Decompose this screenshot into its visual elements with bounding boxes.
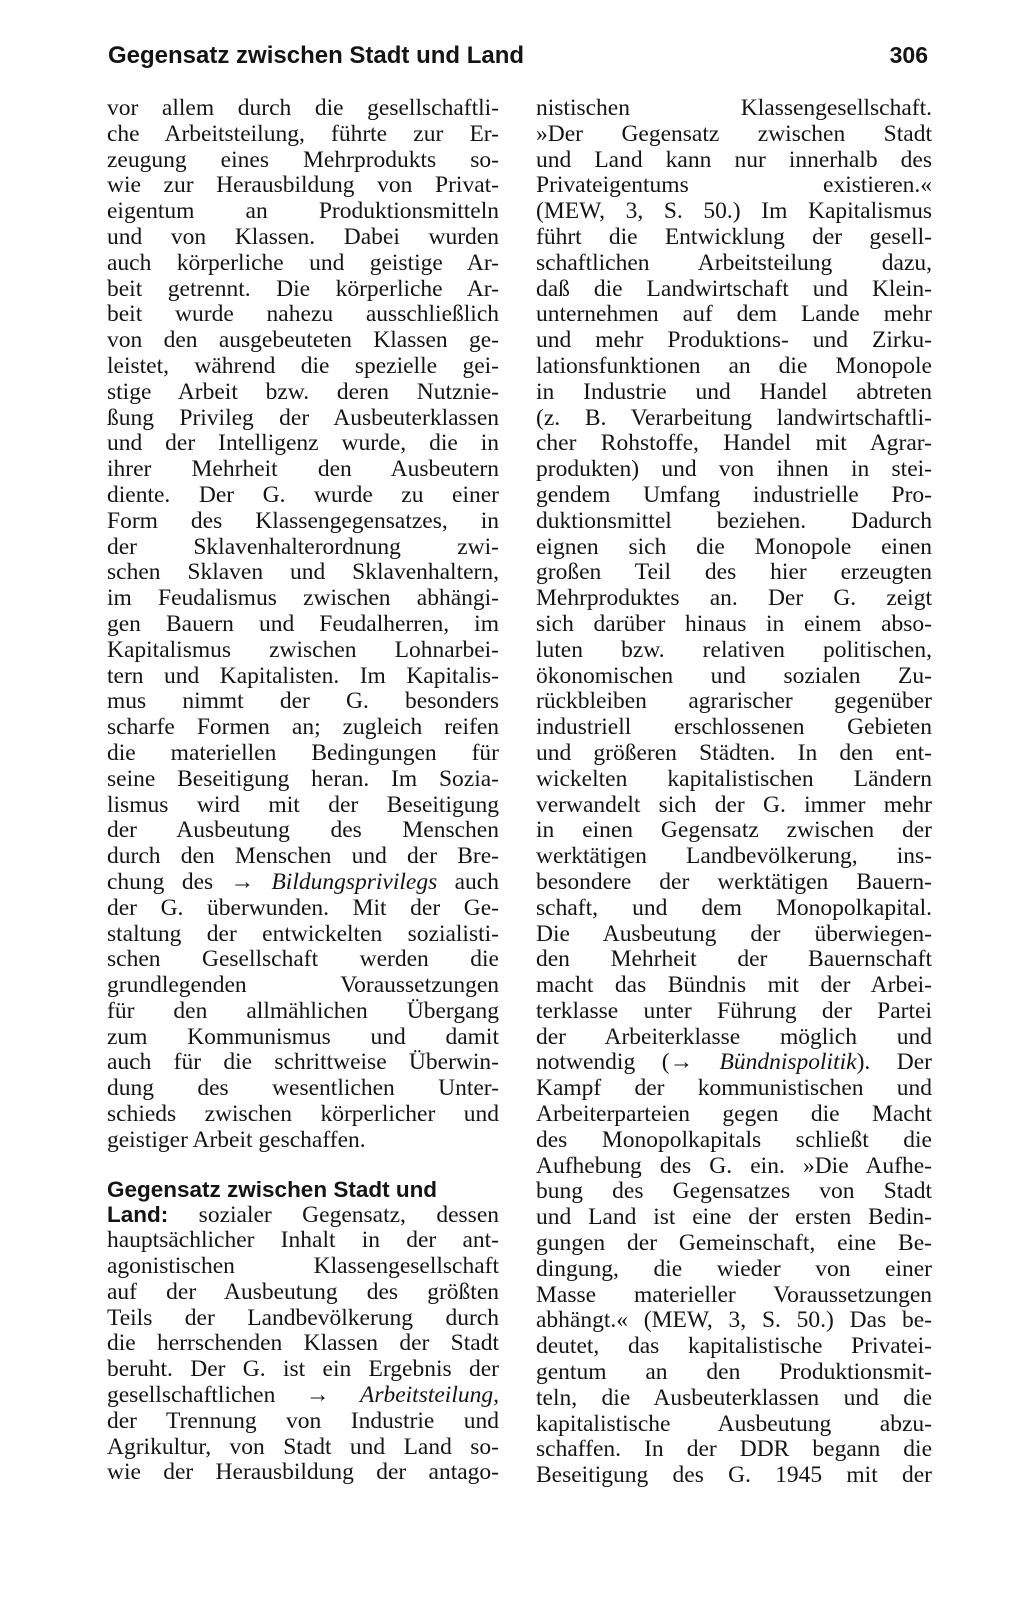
entry-heading: Gegensatz zwischen Stadt und <box>107 1176 438 1202</box>
text-line: che Arbeitsteilung, führte zur Er- <box>107 120 499 147</box>
text-line: daß die Landwirtschaft und Klein- <box>536 275 932 302</box>
text-line: durch den Menschen und der Bre- <box>107 843 499 870</box>
text-line: lationsfunktionen an die Monopole <box>536 352 932 379</box>
text-line: Kapitalismus zwischen Lohnarbei- <box>107 636 499 663</box>
text-line: mus nimmt der G. besonders <box>107 688 499 715</box>
text-line: ihrer Mehrheit den Ausbeutern <box>107 456 499 483</box>
text-line: kapitalistische Ausbeutung abzu- <box>536 1410 932 1437</box>
text-line: geistiger Arbeit geschaffen. <box>107 1126 366 1153</box>
text-line: und mehr Produktions- und Zirku- <box>536 327 932 354</box>
text-line: Mehrproduktes an. Der G. zeigt <box>536 585 932 612</box>
text-line: schaftlichen Arbeitsteilung dazu, <box>536 249 932 276</box>
cross-reference: Bildungsprivilegs <box>271 868 438 895</box>
text-line: teln, die Ausbeuterklassen und die <box>536 1384 932 1411</box>
text-line: diente. Der G. wurde zu einer <box>107 481 499 508</box>
page-header <box>108 42 928 78</box>
left-column <box>107 96 499 1486</box>
text-line: abhängt.« (MEW, 3, S. 50.) Das be- <box>536 1307 932 1334</box>
text-line: bung des Gegensatzes von Stadt <box>536 1178 932 1205</box>
text-line: die herrschenden Klassen der Stadt <box>107 1330 499 1357</box>
text-line: zum Kommunismus und damit <box>107 1023 499 1050</box>
text-line: stige Arbeit bzw. deren Nutznie- <box>107 378 499 405</box>
text-line: nistischen Klassengesellschaft. <box>536 95 932 121</box>
text-line: auf der Ausbeutung des größten <box>107 1278 499 1305</box>
text-line: für den allmählichen Übergang <box>107 997 499 1024</box>
text-line: der Ausbeutung des Menschen <box>107 817 499 844</box>
text-line: von den ausgebeuteten Klassen ge- <box>107 327 499 354</box>
text-line: cher Rohstoffe, Handel mit Agrar- <box>536 430 932 457</box>
text-line: »Der Gegensatz zwischen Stadt <box>536 120 932 147</box>
text-line: beruht. Der G. ist ein Ergebnis der <box>107 1356 499 1383</box>
text-line: zeugung eines Mehrprodukts so- <box>107 146 499 173</box>
text-line: eignen sich die Monopole einen <box>536 533 932 560</box>
text-line: Privateigentums existieren.« <box>536 172 932 199</box>
text-line: seine Beseitigung heran. Im Sozia- <box>107 765 499 792</box>
text-line <box>107 1383 499 1409</box>
text-line: besondere der werktätigen Bauern- <box>536 868 932 895</box>
text-line: terklasse unter Führung der Partei <box>536 997 932 1024</box>
text-line: (z. B. Verarbeitung landwirtschaftli- <box>536 404 932 431</box>
text-line: duktionsmittel beziehen. Dadurch <box>536 507 932 534</box>
text-line: in einen Gegensatz zwischen der <box>536 817 932 844</box>
text-line: Agrikultur, von Stadt und Land so- <box>107 1433 499 1460</box>
text-line: scharfe Formen an; zugleich reifen <box>107 714 499 741</box>
paragraph-gap <box>107 1154 499 1177</box>
text-line: Teils der Landbevölkerung durch <box>107 1304 499 1331</box>
text-line: des Monopolkapitals schließt die <box>536 1126 932 1153</box>
text-line: in Industrie und Handel abtreten <box>536 378 932 405</box>
text-line: schen Sklaven und Sklavenhaltern, <box>107 559 499 586</box>
text-line: agonistischen Klassengesellschaft <box>107 1253 499 1280</box>
text-line: sich darüber hinaus in einem abso- <box>536 610 932 637</box>
text-line: wickelten kapitalistischen Ländern <box>536 765 932 792</box>
page-number: 306 <box>889 42 928 68</box>
text-line: (MEW, 3, S. 50.) Im Kapitalismus <box>536 198 932 225</box>
line-text: sozialer Gegensatz, dessen <box>168 1202 499 1229</box>
text-line: unternehmen auf dem Lande mehr <box>536 301 932 328</box>
text-line: lismus wird mit der Beseitigung <box>107 791 499 818</box>
text-line: Kampf der kommunistischen und <box>536 1075 932 1102</box>
text-line: beit wurde nahezu ausschließlich <box>107 301 499 328</box>
text-line: die materiellen Bedingungen für <box>107 739 499 766</box>
text-line: und von Klassen. Dabei wurden <box>107 223 499 250</box>
text-line: dingung, die wieder von einer <box>536 1255 932 1282</box>
cross-reference: Bündnispolitik <box>719 1049 857 1076</box>
text-line: vor allem durch die gesellschaftli- <box>107 95 499 121</box>
text-line: führt die Entwicklung der gesell- <box>536 223 932 250</box>
running-title: Gegensatz zwischen Stadt und Land <box>108 42 525 69</box>
text-line: Arbeiterparteien gegen die Macht <box>536 1101 932 1128</box>
text-line: und Land ist eine der ersten Bedin- <box>536 1204 932 1231</box>
text-line: macht das Bündnis mit der Arbei- <box>536 972 932 999</box>
text-line: Die Ausbeutung der überwiegen- <box>536 920 932 947</box>
text-line: der G. überwunden. Mit der Ge- <box>107 894 499 921</box>
text-line: Masse materieller Voraussetzungen <box>536 1281 932 1308</box>
text-line: rückbleiben agrarischer gegenüber <box>536 688 932 715</box>
text-line: den Mehrheit der Bauernschaft <box>536 946 932 973</box>
text-line: im Feudalismus zwischen abhängi- <box>107 585 499 612</box>
text-line: wie der Herausbildung der antago- <box>107 1459 499 1486</box>
text-line: und größeren Städten. In den ent- <box>536 739 932 766</box>
text-line: Form des Klassengegensatzes, in <box>107 507 499 534</box>
line-text: notwendig (→ <box>536 1049 720 1076</box>
text-line: auch für die schrittweise Überwin- <box>107 1049 499 1076</box>
text-line: der Sklavenhalterordnung zwi- <box>107 533 499 560</box>
text-line: beit getrennt. Die körperliche Ar- <box>107 275 499 302</box>
text-line: Beseitigung des G. 1945 mit der <box>536 1462 932 1489</box>
right-column <box>536 96 932 1489</box>
text-line: Aufhebung des G. ein. »Die Aufhe- <box>536 1152 932 1179</box>
cross-reference: Arbeitsteilung, <box>359 1382 499 1409</box>
text-line: dung des wesentlichen Unter- <box>107 1075 499 1102</box>
line-text: gesellschaftlichen → <box>107 1382 360 1409</box>
text-line <box>107 1202 499 1228</box>
text-line: gen Bauern und Feudalherren, im <box>107 610 499 637</box>
text-line: großen Teil des hier erzeugten <box>536 559 932 586</box>
text-line: hauptsächlicher Inhalt in der ant- <box>107 1227 499 1254</box>
text-line: ßung Privileg der Ausbeuterklassen <box>107 404 499 431</box>
text-line: schaffen. In der DDR begann die <box>536 1436 932 1463</box>
text-line: und Land kann nur innerhalb des <box>536 146 932 173</box>
text-line: verwandelt sich der G. immer mehr <box>536 791 932 818</box>
text-line <box>536 1050 932 1076</box>
text-line: gentum an den Produktionsmit- <box>536 1359 932 1386</box>
line-text: ). Der <box>856 1049 932 1076</box>
text-line: luten bzw. relativen politischen, <box>536 636 932 663</box>
text-line: wie zur Herausbildung von Privat- <box>107 172 499 199</box>
text-line: schaft, und dem Monopolkapital. <box>536 894 932 921</box>
text-line: ökonomischen und sozialen Zu- <box>536 662 932 689</box>
text-line: werktätigen Landbevölkerung, ins- <box>536 843 932 870</box>
text-line: tern und Kapitalisten. Im Kapitalis- <box>107 662 499 689</box>
text-line: gungen der Gemeinschaft, eine Be- <box>536 1230 932 1257</box>
text-line: leistet, während die spezielle gei- <box>107 352 499 379</box>
text-line: deutet, das kapitalistische Privatei- <box>536 1333 932 1360</box>
text-line: staltung der entwickelten sozialisti- <box>107 920 499 947</box>
text-line: der Arbeiterklasse möglich und <box>536 1023 932 1050</box>
line-text: chung des → <box>107 868 272 895</box>
text-line <box>107 870 499 896</box>
text-line: gendem Umfang industrielle Pro- <box>536 481 932 508</box>
text-line: grundlegenden Voraussetzungen <box>107 972 499 999</box>
text-line: auch körperliche und geistige Ar- <box>107 249 499 276</box>
text-line: und der Intelligenz wurde, die in <box>107 430 499 457</box>
text-line: schieds zwischen körperlicher und <box>107 1101 499 1128</box>
line-text: auch <box>437 868 499 895</box>
text-line: schen Gesellschaft werden die <box>107 946 499 973</box>
entry-heading: Land: <box>107 1202 169 1228</box>
text-line: industriell erschlossenen Gebieten <box>536 714 932 741</box>
text-line: produkten) und von ihnen in stei- <box>536 456 932 483</box>
text-line: der Trennung von Industrie und <box>107 1407 499 1434</box>
text-line: eigentum an Produktionsmitteln <box>107 198 499 225</box>
